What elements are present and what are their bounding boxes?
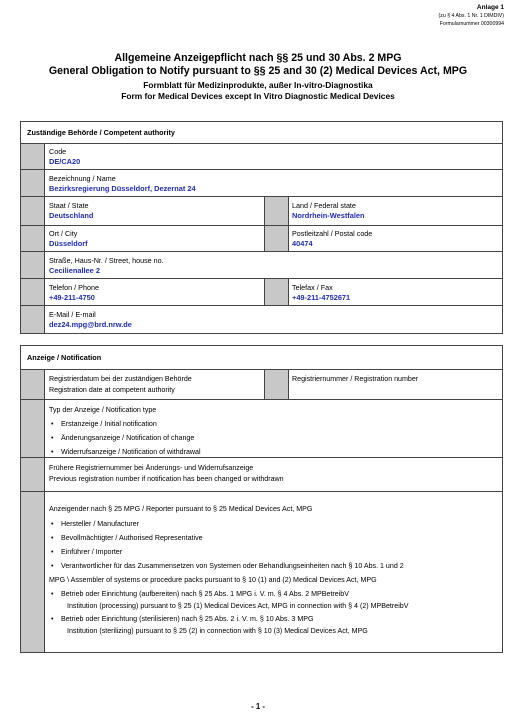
- option-initial-notification[interactable]: • Erstanzeige / Initial notification: [49, 417, 498, 431]
- row-marker: [21, 492, 45, 652]
- processing-line-1: Betrieb oder Einrichtung (aufbereiten) nach § 25 Abs. 1 MPG i. V. m. § 4 Abs. 2 MPBetreibV: [61, 589, 349, 598]
- competent-authority-section: [20, 121, 503, 334]
- option-importer[interactable]: • Einführer / Importer: [49, 545, 498, 559]
- annex-ref: (zu § 4 Abs. 1 Nr. 1 DIMDIV): [438, 13, 504, 19]
- row-marker: [21, 370, 45, 399]
- title-german: Allgemeine Anzeigepflicht nach §§ 25 und 30 Abs. 2 MPG: [114, 52, 402, 64]
- row-marker: [21, 226, 45, 251]
- row-marker: [265, 197, 289, 225]
- country-field[interactable]: [49, 201, 93, 225]
- option-processing-institution[interactable]: [49, 587, 498, 612]
- city-label: Ort / City: [49, 229, 78, 238]
- row-marker: [21, 170, 45, 196]
- state-row: [21, 196, 502, 225]
- city-value: Düsseldorf: [49, 239, 88, 248]
- registration-number-field[interactable]: [292, 374, 418, 399]
- registration-date-label-en: Registration date at competent authority: [49, 385, 175, 394]
- federal-state-label: Land / Federal state: [292, 201, 356, 210]
- row-marker: [265, 279, 289, 305]
- email-value: dez24.mpg@brd.nrw.de: [49, 320, 132, 329]
- country-value: Deutschland: [49, 211, 94, 220]
- previous-registration-label-en: Previous registration number if notification has been changed or withdrawn: [49, 474, 284, 483]
- processing-line-2: Institution (processing) pursuant to § 25 (1) Medical Devices Act, MPG in connection with § 4 (2) MPBetreibV: [67, 601, 409, 610]
- notification-heading: Anzeige / Notification: [21, 346, 502, 370]
- street-value: Cecilienallee 2: [49, 266, 100, 275]
- subtitle-german: Formblatt für Medizinprodukte, außer In-vitro-Diagnostika: [143, 80, 373, 90]
- fax-label: Telefax / Fax: [292, 283, 333, 292]
- option-assembler[interactable]: [49, 559, 498, 587]
- registration-row: [21, 370, 502, 399]
- row-marker: [21, 306, 45, 333]
- annex-reference: [439, 4, 504, 28]
- main-title: [0, 52, 516, 78]
- option-manufacturer[interactable]: • Hersteller / Manufacturer: [49, 517, 498, 531]
- row-marker: [21, 279, 45, 305]
- fax-value: +49-211-4752671: [292, 293, 351, 302]
- assembler-line-1: Verantwortlicher für das Zusammensetzen von Systemen oder Behandlungseinheiten nach § 10 Abs. 1 und 2: [61, 561, 404, 570]
- previous-registration-field[interactable]: [49, 463, 284, 491]
- postal-code-field[interactable]: [292, 229, 372, 251]
- fax-field[interactable]: [292, 283, 350, 305]
- notifier-title: Anzeigender nach § 25 MPG / Reporter pursuant to § 25 Medical Devices Act, MPG: [49, 505, 313, 513]
- row-marker: [21, 458, 45, 491]
- annex-label: Anlage 1: [476, 4, 504, 11]
- notification-section: [20, 345, 503, 653]
- code-row: [21, 144, 502, 169]
- row-marker: [21, 400, 45, 457]
- previous-registration-row: [21, 457, 502, 491]
- competent-authority-heading: Zuständige Behörde / Competent authority: [21, 122, 502, 144]
- notification-type-row: [21, 399, 502, 457]
- row-marker: [265, 370, 289, 399]
- previous-registration-label-de: Frühere Registriernummer bei Änderungs- und Widerrufsanzeige: [49, 464, 254, 472]
- option-authorised-representative[interactable]: • Bevollmächtigter / Authorised Representative: [49, 531, 498, 545]
- notification-type-title: Typ der Anzeige / Notification type: [49, 406, 157, 414]
- form-number: Formularnummer 00300994: [439, 21, 504, 27]
- email-row: [21, 305, 502, 333]
- registration-date-field[interactable]: [49, 374, 192, 399]
- phone-value: +49-211-4750: [49, 293, 95, 302]
- row-marker: [21, 252, 45, 278]
- page-number: - 1 -: [251, 702, 265, 711]
- notification-type-block: [49, 405, 498, 457]
- title-english: General Obligation to Notify pursuant to §§ 25 and 30 (2) Medical Devices Act, MPG: [48, 65, 468, 77]
- federal-state-field[interactable]: [292, 201, 365, 225]
- street-label: Straße, Haus-Nr. / Street, house no.: [49, 256, 164, 265]
- name-row: [21, 169, 502, 196]
- code-value: DE/CA20: [49, 157, 81, 166]
- email-label: E-Mail / E-mail: [49, 310, 96, 319]
- row-marker: [21, 144, 45, 169]
- name-label: Bezeichnung / Name: [49, 174, 116, 183]
- notifier-row: [21, 491, 502, 652]
- city-row: [21, 225, 502, 251]
- option-sterilizing-institution[interactable]: [49, 612, 498, 637]
- federal-state-value: Nordrhein-Westfalen: [292, 211, 365, 220]
- email-field[interactable]: [49, 310, 132, 333]
- country-label: Staat / State: [49, 201, 89, 210]
- row-marker: [21, 197, 45, 225]
- option-notification-of-change[interactable]: • Änderungsanzeige / Notification of change: [49, 431, 498, 445]
- option-notification-of-withdrawal[interactable]: • Widerrufsanzeige / Notification of withdrawal: [49, 445, 498, 459]
- registration-date-label-de: Registrierdatum bei der zuständigen Behörde: [49, 375, 192, 383]
- city-field[interactable]: [49, 229, 88, 251]
- phone-field[interactable]: [49, 283, 99, 305]
- registration-number-label: Registriernummer / Registration number: [292, 375, 419, 383]
- phone-row: [21, 278, 502, 305]
- phone-label: Telefon / Phone: [49, 283, 99, 292]
- assembler-line-2: MPG \ Assembler of systems or procedure packs pursuant to § 10 (1) and (2) Medical Devices Act, MPG: [49, 575, 377, 584]
- code-field[interactable]: [49, 147, 80, 169]
- sterilizing-line-2: Institution (sterilizing) pursuant to § 25 (2) in connection with § 10 (3) Medical Devices Act, MPG: [67, 626, 368, 635]
- sterilizing-line-1: Betrieb oder Einrichtung (sterilisieren) nach § 25 Abs. 2 i. V. m. § 10 Abs. 3 MPG: [61, 614, 314, 623]
- code-label: Code: [49, 147, 67, 156]
- name-field[interactable]: [49, 174, 196, 196]
- street-field[interactable]: [49, 256, 164, 278]
- street-row: [21, 251, 502, 278]
- subtitle-english: Form for Medical Devices except In Vitro Diagnostic Medical Devices: [121, 90, 395, 101]
- notifier-block: [49, 504, 498, 652]
- subtitle: [0, 80, 516, 101]
- postal-code-label: Postleitzahl / Postal code: [292, 229, 373, 238]
- row-marker: [265, 226, 289, 251]
- postal-code-value: 40474: [292, 239, 313, 248]
- name-value: Bezirksregierung Düsseldorf, Dezernat 24: [49, 184, 196, 193]
